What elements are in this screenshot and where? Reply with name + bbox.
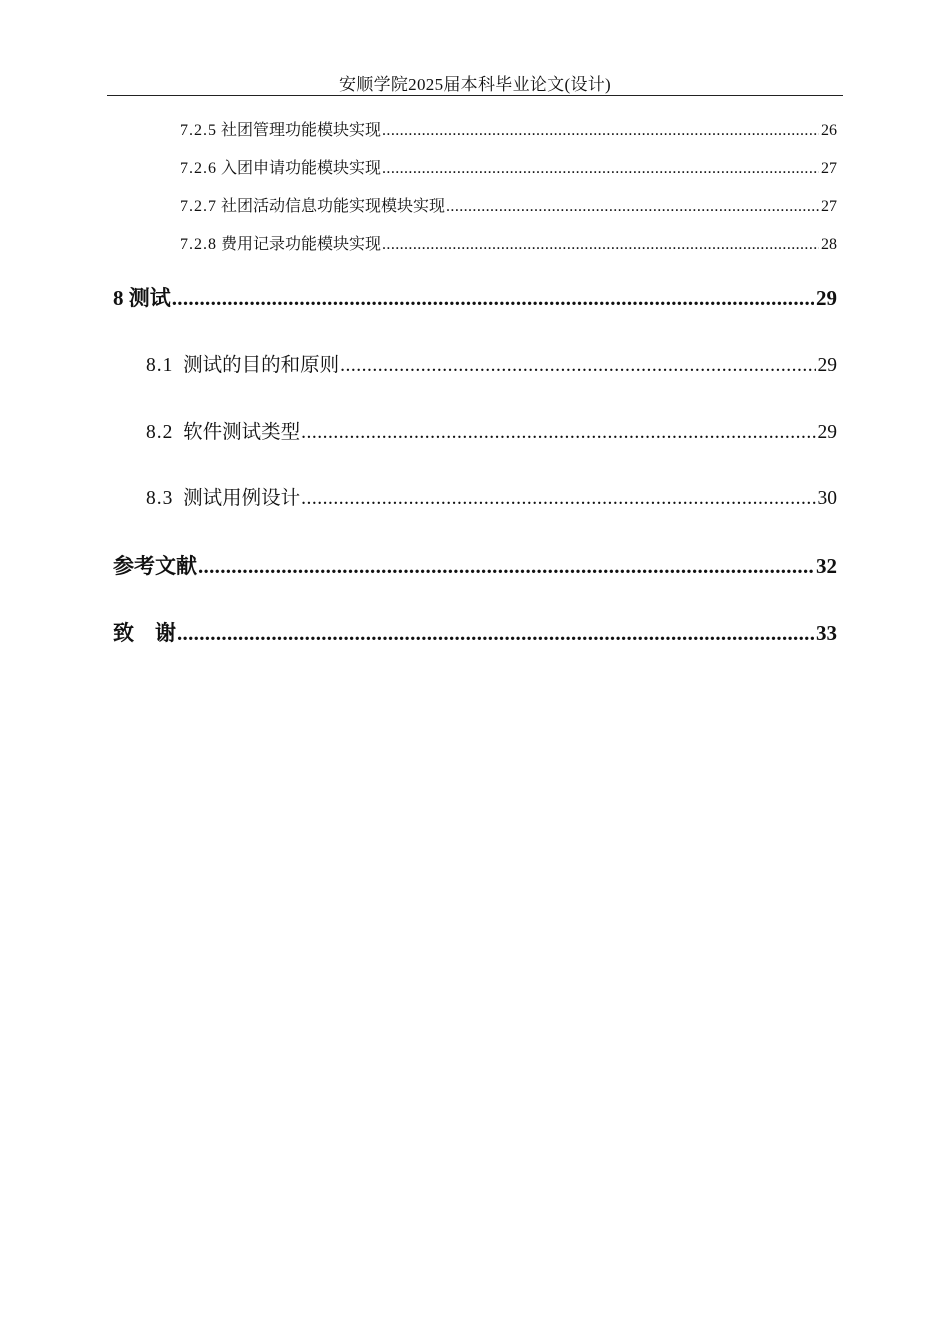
toc-entry-label xyxy=(146,416,300,444)
toc-leader-dots xyxy=(340,355,815,377)
toc-entry-8-2[interactable] xyxy=(146,416,837,444)
toc-leader-dots xyxy=(301,422,815,444)
toc-entry-title: 测试的目的和原则 xyxy=(183,355,340,376)
toc-leader-dots xyxy=(177,621,814,646)
toc-entry-title: 测试 xyxy=(128,286,171,310)
toc-entry-number: 8.2 xyxy=(146,422,174,443)
header-rule xyxy=(107,95,843,96)
toc-leader-dots xyxy=(198,554,814,579)
toc-entry-label xyxy=(146,349,339,377)
toc-entry-title: 软件测试类型 xyxy=(183,422,301,443)
toc-entry-7-2-7[interactable] xyxy=(180,193,837,216)
toc-entry-number: 7.2.7 xyxy=(180,198,217,215)
toc-entry-number: 7.2.5 xyxy=(180,122,217,139)
toc-entry-chapter-8[interactable] xyxy=(113,282,837,312)
toc-leader-dots xyxy=(382,236,819,254)
toc-leader-dots xyxy=(172,286,814,311)
toc-leader-dots xyxy=(446,198,819,216)
toc-entry-page: 27 xyxy=(821,198,837,215)
toc-entry-title: 参考文献 xyxy=(113,554,197,578)
toc-entry-page: 26 xyxy=(821,122,837,139)
toc-entry-8-1[interactable] xyxy=(146,349,837,377)
toc-entry-title: 社团活动信息功能实现模块实现 xyxy=(221,198,446,215)
toc-entry-page: 29 xyxy=(816,286,837,310)
toc-entry-page: 30 xyxy=(817,488,837,509)
toc-entry-title: 入团申请功能模块实现 xyxy=(221,160,382,177)
toc-entry-title: 测试用例设计 xyxy=(183,488,301,509)
toc-entry-page: 29 xyxy=(817,355,837,376)
toc-leader-dots xyxy=(382,160,819,178)
toc-entry-page: 28 xyxy=(821,236,837,253)
toc-leader-dots xyxy=(301,488,815,510)
toc-entry-label xyxy=(180,231,381,254)
toc-entry-label xyxy=(180,117,381,140)
toc-entry-title: 费用记录功能模块实现 xyxy=(221,236,382,253)
toc-entry-page: 33 xyxy=(816,621,837,645)
toc-entry-label xyxy=(146,482,300,510)
toc-entry-number: 8 xyxy=(113,286,124,310)
toc-entry-title: 致 谢 xyxy=(113,621,176,645)
toc-entry-label xyxy=(180,193,445,216)
toc-entry-7-2-8[interactable] xyxy=(180,231,837,254)
toc-entry-page: 29 xyxy=(817,422,837,443)
toc-entry-7-2-6[interactable] xyxy=(180,155,837,178)
toc-entry-page: 27 xyxy=(821,160,837,177)
toc-entry-number: 8.1 xyxy=(146,355,174,376)
toc-entry-number: 7.2.8 xyxy=(180,236,217,253)
running-header: 安顺学院2025届本科毕业论文(设计) xyxy=(338,75,612,94)
toc-entry-number: 8.3 xyxy=(146,488,174,509)
toc-entry-label xyxy=(180,155,381,178)
toc-entry-page: 32 xyxy=(816,554,837,578)
toc-entry-title: 社团管理功能模块实现 xyxy=(221,122,382,139)
toc-entry-8-3[interactable] xyxy=(146,482,837,510)
toc-entry-7-2-5[interactable] xyxy=(180,117,837,140)
toc-entry-references[interactable] xyxy=(113,550,837,580)
toc-leader-dots xyxy=(382,122,819,140)
toc-entry-number: 7.2.6 xyxy=(180,160,217,177)
toc-entry-label xyxy=(113,282,171,312)
toc-entry-acknowledgements[interactable] xyxy=(113,617,837,647)
